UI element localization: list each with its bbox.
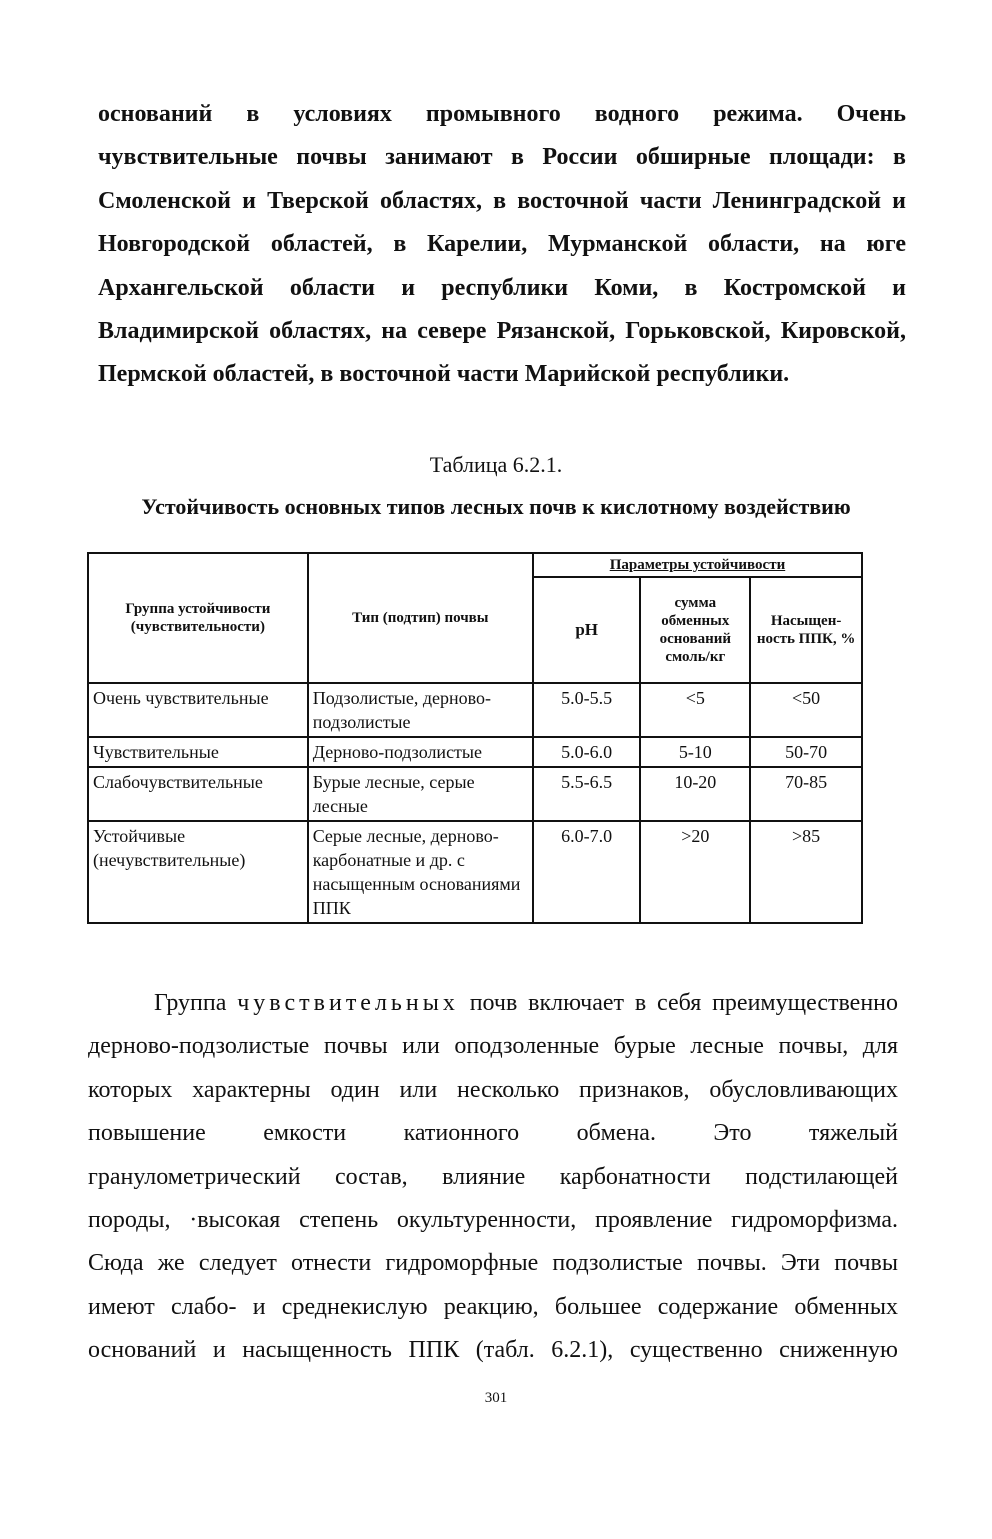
cell-sat: 70-85 [750,767,862,821]
table-row [88,737,862,767]
paragraph-sensitive-group [88,982,898,1373]
table-title: Устойчивость основных типов лесных почв к кислотному воздействию [141,494,851,519]
text-line: дерново-подзолистые почвы или оподзоленные бурые лесные почвы, для [88,1033,898,1060]
table-row [88,821,862,923]
para2-rest: почв включает в себя преимущественно [469,990,899,1016]
text-line [88,982,898,1025]
cell-sat: >85 [750,821,862,923]
para2-spaced-term: чувствительных [237,990,459,1016]
cell-group: Очень чувствительные [88,683,308,737]
header-group: Группа устойчивости (чувствительности) [88,553,308,683]
header-sat: Насыщен-ность ППК, % [750,577,862,683]
text-line: Смоленской и Тверской областях, в восточной части Ленинградской и [98,187,906,214]
cell-group: Устойчивые (нечувствительные) [88,821,308,923]
table-header-row [88,553,862,577]
header-sum: сумма обменных оснований смоль/кг [640,577,750,683]
text-line: оснований и насыщенность ППК (табл. 6.2.1), существенно сниженную [88,1337,898,1364]
cell-sum: >20 [640,821,750,923]
table-row [88,683,862,737]
cell-sum: <5 [640,683,750,737]
text-line: Архангельской области и республики Коми, в Костромской и [98,274,906,301]
cell-ph: 5.5-6.5 [533,767,641,821]
cell-type: Бурые лесные, серые лесные [308,767,533,821]
text-line: повышение емкости катионного обмена. Это тяжелый [88,1120,898,1147]
text-line: которых характерны один или несколько признаков, обусловливающих [88,1076,898,1103]
cell-type: Дерново-подзолистые [308,737,533,767]
text-line: оснований в условиях промывного водного режима. Очень [98,101,906,127]
table-label: Таблица 6.2.1. [429,452,563,477]
text-line: Новгородской областей, в Карелии, Мурманской области, на юге [98,231,906,258]
header-params-label: Параметры устойчивости [609,557,786,573]
text-line: Владимирской областях, на севере Рязанской, Горьковской, Кировской, [98,318,906,345]
text-line: имеют слабо- и среднекислую реакцию, большее содержание обменных [88,1293,898,1320]
cell-sum: 10-20 [640,767,750,821]
text-line: Пермской областей, в восточной части Марийской республики. [98,361,790,388]
cell-sat: 50-70 [750,737,862,767]
header-params [533,553,862,577]
cell-ph: 5.0-6.0 [533,737,641,767]
para2-lead: Группа [154,990,227,1016]
cell-ph: 5.0-5.5 [533,683,641,737]
text-line: породы, ·высокая степень окультуренности, проявление гидроморфизма. [88,1207,898,1234]
cell-group: Чувствительные [88,737,308,767]
cell-group: Слабочувствительные [88,767,308,821]
text-line: гранулометрический состав, влияние карбонатности подстилающей [88,1163,898,1190]
cell-type: Подзолистые, дерново-подзолистые [308,683,533,737]
cell-sat: <50 [750,683,862,737]
paragraph-intro [98,93,906,397]
soil-resistance-table [87,552,863,924]
cell-ph: 6.0-7.0 [533,821,641,923]
page-number: 301 [484,1390,508,1406]
cell-type: Серые лесные, дерново-карбонатные и др. с насыщенным основаниями ППК [308,821,533,923]
text-line: Сюда же следует отнести гидроморфные подзолистые почвы. Эти почвы [88,1250,898,1277]
text-line: чувствительные почвы занимают в России обширные площади: в [98,144,906,171]
header-ph: pH [533,577,641,683]
cell-sum: 5-10 [640,737,750,767]
table-row [88,767,862,821]
header-type: Тип (подтип) почвы [308,553,533,683]
